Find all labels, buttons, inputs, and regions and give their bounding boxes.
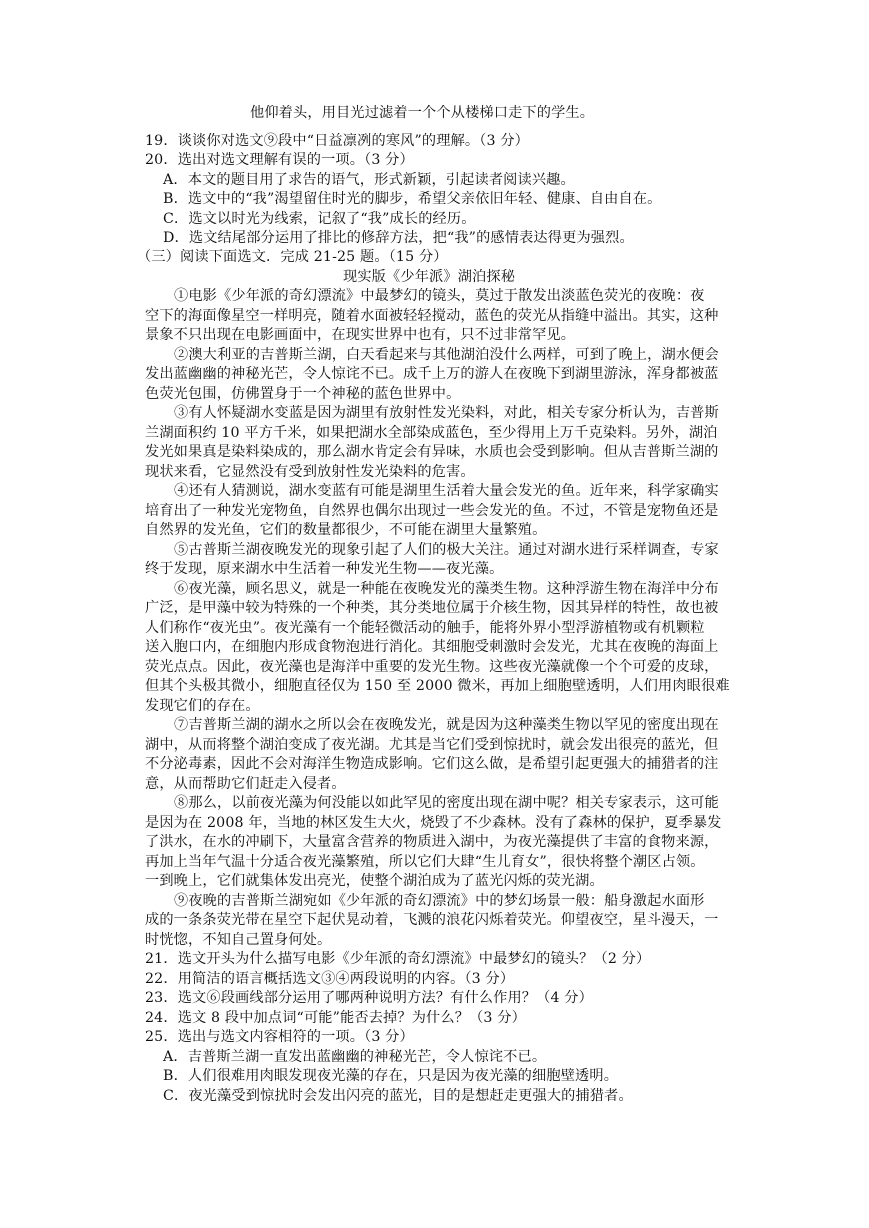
option-a: A．吉普斯兰湖一直发出蓝幽幽的神秘光芒，令人惊诧不已。 — [163, 1049, 547, 1065]
question-21: 21．选文开头为什么描写电影《少年派的奇幻漂流》中最梦幻的镜头？（2 分） — [145, 951, 651, 967]
paragraph-line: 空下的海面像星空一样明亮，随着水面被轻轻搅动，蓝色的荧光从指缝中溢出。其实，这种 — [145, 308, 719, 324]
question-24: 24．选文 8 段中加点词“可能”能否去掉？为什么？（3 分） — [145, 1010, 526, 1026]
option-d: D．选文结尾部分运用了排比的修辞方法，把“我”的感情表达得更为强烈。 — [163, 230, 634, 246]
paragraph-line: 不分泌毒素，因此不会对海洋生物造成影响。它们这么做，是希望引起更强大的捕猎者的注 — [145, 756, 719, 772]
paragraph-line: 人们称作“夜光虫”。夜光藻有一个能轻微活动的触手，能将外界小型浮游植物或有机颗粒 — [145, 620, 705, 636]
paragraph-line: 培育出了一种发光宠物鱼，自然界也偶尔出现过一些会发光的鱼。不过，不管是宠物鱼还是 — [145, 503, 719, 519]
paragraph-line: 景象不只出现在电影画面中，在现实世界中也有，只不过非常罕见。 — [145, 327, 576, 343]
paragraph-line: 现状来看，它显然没有受到放射性发光染料的危害。 — [145, 464, 475, 480]
paragraph-line: 发光如果真是染料染成的，那么湖水肯定会有异味，水质也会受到影响。但从吉普斯兰湖的 — [145, 444, 719, 460]
paragraph-line: 了洪水，在水的冲刷下，大量富含营养的物质进入湖中，为夜光藻提供了丰富的食物来源， — [145, 834, 719, 850]
paragraph-line: 但其个头极其微小，细胞直径仅为 150 至 2000 微米，再加上细胞壁透明，人们用肉眼很难 — [145, 678, 730, 694]
paragraph-line: 终于发现，原来湖水中生活着一种发光生物——夜光藻。 — [145, 561, 504, 577]
paragraph-line: 色荧光包围，仿佛置身于一个神秘的蓝色世界中。 — [145, 386, 461, 402]
paragraph-line: 湖中，从而将整个湖泊变成了夜光湖。尤其是当它们受到惊扰时，就会发出很亮的蓝光，但 — [145, 737, 719, 753]
option-b: B．选文中的“我”渴望留住时光的脚步，希望父亲依旧年轻、健康、自由自在。 — [163, 191, 662, 207]
paragraph-line: ⑤古普斯兰湖夜晚发光的现象引起了人们的极大关注。通过对湖水进行采样调查，专家 — [174, 542, 719, 558]
paragraph-line: 发现它们的存在。 — [145, 698, 260, 714]
article-title: 现实版《少年派》湖泊探秘 — [343, 269, 516, 285]
paragraph-line: 自然界的发光鱼，它们的数量都很少，不可能在湖里大量繁殖。 — [145, 522, 547, 538]
paragraph-line: ①电影《少年派的奇幻漂流》中最梦幻的镜头，莫过于散发出淡蓝色荧光的夜晚：夜 — [174, 288, 705, 304]
paragraph-line: 意，从而帮助它们赶走入侵者。 — [145, 776, 346, 792]
paragraph-line: ②澳大利亚的吉普斯兰湖，白天看起来与其他湖泊没什么两样，可到了晚上，湖水便会 — [174, 347, 719, 363]
paragraph-line: ④还有人猜测说，湖水变蓝有可能是湖里生活着大量会发光的鱼。近年来，科学家确实 — [174, 483, 719, 499]
option-b: B．人们很难用肉眼发现夜光藻的存在，只是因为夜光藻的细胞壁透明。 — [163, 1068, 619, 1084]
text-line: 他仰着头，用目光过滤着一个个从楼梯口走下的学生。 — [250, 105, 595, 121]
paragraph-line: ⑥夜光藻，顾名思义，就是一种能在夜晚发光的藻类生物。这种浮游生物在海洋中分布 — [174, 581, 719, 597]
paragraph-line: 再加上当年气温十分适合夜光藻繁殖，所以它们大肆“生儿育女”，很快将整个潮区占领。 — [145, 854, 705, 870]
paragraph-line: 荧光点点。因此，夜光藻也是海洋中重要的发光生物。这些夜光藻就像一个个可爱的皮球， — [145, 659, 719, 675]
paragraph-line: 发出蓝幽幽的神秘光芒，令人惊诧不已。成千上万的游人在夜晚下到湖里游泳，浑身都被蓝 — [145, 366, 719, 382]
option-c: C．夜光藻受到惊扰时会发出闪亮的蓝光，目的是想赶走更强大的捕猎者。 — [163, 1088, 633, 1104]
paragraph-line: 一到晚上，它们就集体发出亮光，使整个湖泊成为了蓝光闪烁的荧光湖。 — [145, 873, 604, 889]
question-19: 19．谈谈你对选文⑨段中“日益凛冽的寒风”的理解。（3 分） — [145, 133, 529, 149]
paragraph-line: ⑦吉普斯兰湖的湖水之所以会在夜晚发光，就是因为这种藻类生物以罕见的密度出现在 — [174, 717, 719, 733]
paragraph-line: ⑧那么，以前夜光藻为何没能以如此罕见的密度出现在湖中呢？相关专家表示，这可能 — [174, 795, 719, 811]
paragraph-line: 广泛，是甲藻中较为特殊的一个种类，其分类地位属于介核生物，因其异样的特性，故也被 — [145, 600, 719, 616]
paragraph-line: 兰湖面积约 10 平方千米，如果把湖水全部染成蓝色，至少得用上万千克染料。另外，湖泊 — [145, 425, 718, 441]
question-22: 22．用简洁的语言概括选文③④两段说明的内容。（3 分） — [145, 971, 515, 987]
question-20: 20．选出对选文理解有误的一项。（3 分） — [145, 152, 414, 168]
paragraph-line: 时恍惚，不知自己置身何处。 — [145, 932, 332, 948]
option-c: C．选文以时光为线索，记叙了“我”成长的经历。 — [163, 211, 476, 227]
paragraph-line: 送入胞口内，在细胞内形成食物泡进行消化。其细胞受刺激时会发光，尤其在夜晚的海面上 — [145, 639, 719, 655]
question-23: 23．选文⑥段画线部分运用了哪两种说明方法？有什么作用？（4 分） — [145, 990, 593, 1006]
paragraph-line: 成的一条条荧光带在星空下起伏晃动着，飞溅的浪花闪烁着荧光。仰望夜空，星斗漫天，一 — [145, 912, 719, 928]
paragraph-line: ③有人怀疑湖水变蓝是因为湖里有放射性发光染料，对此，相关专家分析认为，吉普斯 — [174, 405, 719, 421]
question-25: 25．选出与选文内容相符的一项。（3 分） — [145, 1029, 414, 1045]
section-heading: （三）阅读下面选文．完成 21-25 题。（15 分） — [137, 249, 448, 265]
paragraph-line: 是因为在 2008 年，当地的林区发生大火，烧毁了不少森林。没有了森林的保护，夏季暴发 — [145, 815, 722, 831]
option-a: A．本文的题目用了求告的语气，形式新颖，引起读者阅读兴趣。 — [163, 172, 575, 188]
paragraph-line: ⑨夜晚的吉普斯兰湖宛如《少年派的奇幻漂流》中的梦幻场景一般：船身激起水面形 — [174, 893, 705, 909]
